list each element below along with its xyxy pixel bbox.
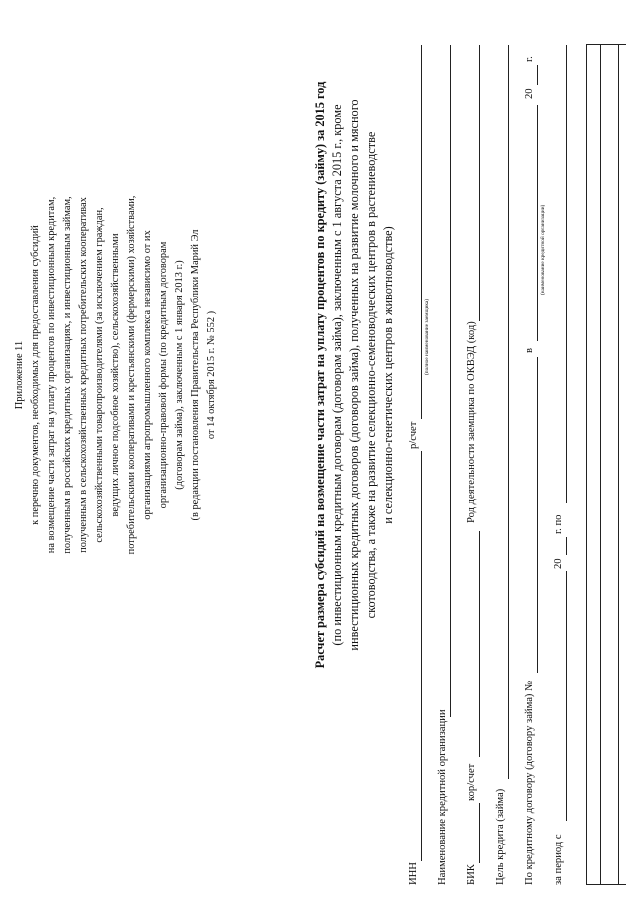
title-line: и селекционно-генетических центров в животноводстве)	[381, 226, 396, 524]
purpose-label: Цель кредита (займа)	[495, 788, 506, 885]
in-label: в	[524, 347, 535, 353]
table-row-border	[600, 45, 601, 885]
account-label: р/счет	[408, 421, 419, 449]
table-left-border	[586, 884, 626, 885]
bank-name-input-line[interactable]	[450, 45, 451, 717]
borrower-caption: (полное наименование заемщика)	[424, 298, 430, 375]
annex-line: потребительскими кооперативами и крестьянскими (фермерскими) хозяйствами,	[126, 195, 137, 555]
period-to-input-line[interactable]	[566, 45, 567, 503]
annex-line: (договорам займа), заключенным с 1 января 2013 г.)	[174, 260, 185, 490]
annex-line: полученным в сельскохозяйственных кредитных потребительских кооперативах	[78, 197, 89, 553]
purpose-input-line[interactable]	[508, 45, 509, 779]
period-year-input-line[interactable]	[566, 537, 567, 555]
annex-line: сельскохозяйственными товаропроизводителями (за исключением граждан,	[94, 207, 105, 543]
annex-line: к перечню документов, необходимых для предоставления субсидий	[30, 225, 41, 525]
table-top-border	[586, 45, 587, 885]
year-input-line[interactable]	[537, 65, 538, 85]
inn-label: ИНН	[408, 862, 419, 885]
document-title-block	[312, 75, 397, 675]
period-from-input-line[interactable]	[566, 571, 567, 821]
account-input-line[interactable]	[421, 45, 422, 419]
table-right-border	[586, 44, 626, 45]
contract-label: По кредитному договору (договору займа) №	[524, 680, 535, 885]
bank-name-label: Наименование кредитной организации	[437, 709, 448, 885]
annex-line: на возмещение части затрат на уплату процентов по инвестиционным кредитам,	[46, 196, 57, 554]
activity-label: Род деятельности заемщика по ОКВЭД (код)	[466, 321, 477, 523]
title-line: скотоводства, а также на развитие селекционно-семеноводческих центров в растениеводстве	[364, 131, 379, 619]
corr-account-label: кор/счет	[466, 763, 477, 801]
bank-caption: (наименование кредитной организации)	[540, 204, 546, 295]
annex-line: организационно-правовой формы (по кредитным договорам	[158, 241, 169, 509]
title-line: (по инвестиционным кредитным договорам (договорам займа), заключенным с 1 августа 2015 г., кроме	[330, 104, 345, 646]
bik-input-line[interactable]	[479, 803, 480, 863]
bik-label: БИК	[466, 864, 477, 885]
bank-input-line[interactable]	[537, 105, 538, 341]
corr-account-input-line[interactable]	[479, 531, 480, 757]
annex-header	[12, 75, 220, 675]
period-prefix: 20	[553, 558, 564, 569]
document-title: Расчет размера субсидий на возмещение части затрат на уплату процентов по кредиту (займу) за 2015 год	[313, 81, 327, 669]
title-line: инвестиционных кредитных договоров (договоров займа), полученных на развитие молочного и мясного	[347, 99, 362, 651]
year-prefix: 20	[524, 88, 535, 99]
inn-input-line[interactable]	[421, 451, 422, 861]
period-from-label: за период с	[553, 834, 564, 885]
annex-line: от 14 октября 2015 г. № 552 )	[206, 310, 217, 440]
annex-line: полученным в российских кредитных организациях, и инвестиционным займам,	[62, 196, 73, 554]
annex-line: ведущих личное подсобное хозяйство), сельскохозяйственными	[110, 233, 121, 517]
table-row-border	[618, 45, 619, 885]
year-suffix: г.	[524, 56, 535, 62]
contract-number-input-line[interactable]	[537, 357, 538, 673]
period-mid-label: г. по	[553, 514, 564, 534]
annex-line: (в редакции постановления Правительства Республики Марий Эл	[190, 229, 201, 521]
activity-input-line[interactable]	[479, 45, 480, 321]
annex-line: Приложение 11	[14, 340, 25, 410]
annex-line: организациями агропромышленного комплекса независимо от их	[142, 230, 153, 520]
